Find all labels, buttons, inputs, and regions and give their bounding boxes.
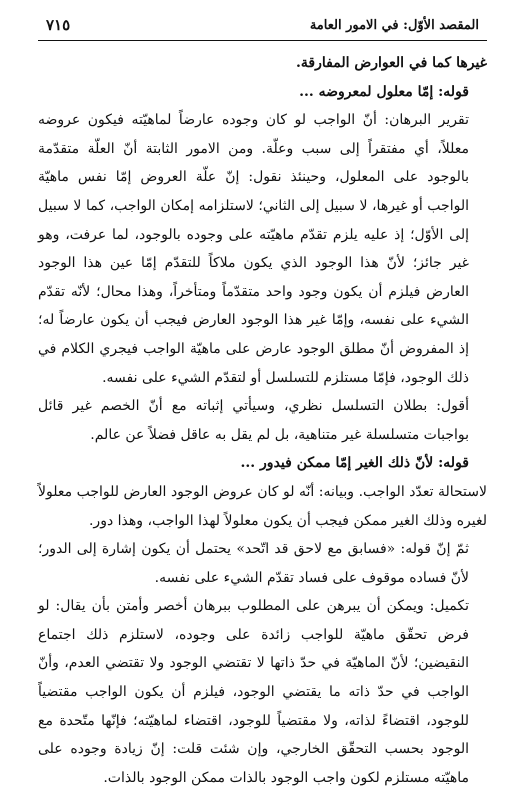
paragraph: [38, 49, 487, 78]
paragraph-text: لاستحالة تعدّد الواجب. وبيانه: أنّه لو كان عروض الوجود العارض للواجب معلولاً لغيره وذلك الغير ممكن فيجب أن يكون معلولاً لهذا الواجب، وهذا دور.: [38, 483, 487, 529]
paragraph: [38, 78, 487, 107]
paragraph: [38, 478, 487, 535]
page-body: [38, 49, 487, 792]
running-header: [38, 10, 487, 40]
paragraph-text: أقول: بطلان التسلسل نظري، وسيأتي إثباته مع أنّ الخصم غير قائل بواجبات متسلسلة غير متناهية، بل لم يقل به عاقل فضلاً عن عالم.: [38, 398, 469, 443]
paragraph-text: تكميل: ويمكن أن يبرهن على المطلوب ببرهان أخصر وأمتن بأن يقال: لو فرض تحقّق ماهيّة للواجب زائدة على وجوده، لاستلزم ذلك اجتماع النقيضين؛ لأنّ الماهيّة في حدّ ذاتها لا تقتضي الوجود ولا تقتضي العدم، وأنّ الواجب في حدّ ذاته ما يقتضي الوجود، فيلزم أن يكون الواجب مقتضياً للوجود، اقتضاءً لذاته، ولا مقتضياً للوجود، اقتضاء لماهيّته؛ فإنّها متّحدة مع الوجود بحسب التحقّق الخارجي، وإن شئت قلت: إنّ زيادة وجوده على ماهيّته مستلزم لكون واجب الوجود بالذات ممكن الوجود بالذات.: [38, 598, 469, 786]
paragraph: [38, 535, 487, 592]
paragraph: [38, 106, 487, 392]
header-rule: [38, 40, 487, 41]
paragraph-lead: قوله: إمّا معلول لمعروضه ...: [299, 83, 469, 100]
paragraph-text: ثمّ إنّ قوله: «فسابق مع لاحق قد اتّحد» يحتمل أن يكون إشارة إلى الدور؛ لأنّ فساده موقوف على فساد تقدّم الشيء على نفسه.: [38, 541, 469, 586]
paragraph: [38, 592, 487, 792]
paragraph: [38, 392, 487, 449]
paragraph-lead: قوله: لأنّ ذلك الغير إمّا ممكن فيدور ...: [240, 455, 469, 472]
page-number: ٧١٥: [46, 16, 71, 34]
section-title: المقصد الأوّل: في الامور العامة: [309, 17, 479, 33]
paragraph: [38, 449, 487, 478]
paragraph-lead: غيرها كما في العوارض المفارقة.: [296, 55, 487, 71]
paragraph-text: تقرير البرهان: أنّ الواجب لو كان وجوده عارضاً لماهيّته فيكون عروضه معللاً، أي مفتقراً إلى سبب وعلّة. ومن الامور الثابتة أنّ العلّة متقدّمة بالوجود على المعلول، وحينئذ نقول: إنّ علّة العروض إمّا نفس ماهيّة الواجب أو غيرها، لا سبيل إلى الثاني؛ لاستلزامه إمكان الواجب، كما لا سبيل إلى الأوّل؛ إذ عليه يلزم تقدّم ماهيّته على وجوده بالوجود، لما عرفت، وهو غير جائز؛ لأنّ هذا الوجود الذي يكون ملاكاً للتقدّم إمّا عين هذا الوجود العارض فيلزم أن يكون وجود واحد متقدّماً ومتأخراً، وهذا محال؛ لأنّه تقدّم الشيء على نفسه، وإمّا غير هذا الوجود العارض فيجب أن يكون عارضاً له؛ إذ المفروض أنّ مطلق الوجود عارض على ماهيّة الواجب فيجري الكلام في ذلك الوجود، فإمّا مستلزم للتسلسل أو لتقدّم الشيء على نفسه.: [38, 112, 469, 386]
